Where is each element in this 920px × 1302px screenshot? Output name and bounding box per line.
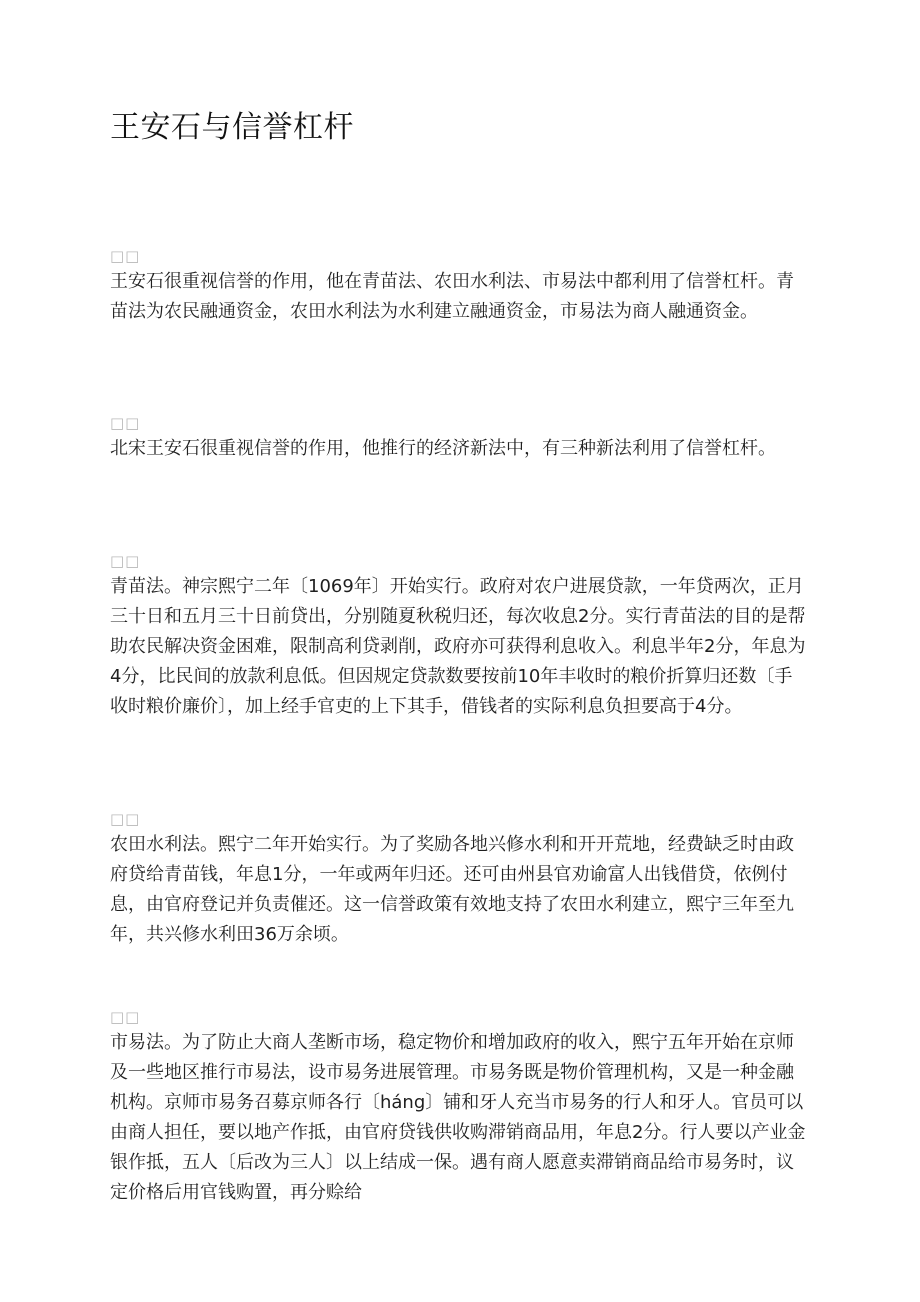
paragraph-text: 市易法。为了防止大商人垄断市场，稳定物价和增加政府的收入，熙宁五年开始在京师及一些地区推行市易法，设市易务进展管理。市易务既是物价管理机构，又是一种金融机构。京师市易务召募京师各行〔háng〕铺和牙人充当市易务的行人和牙人。官员可以由商人担任，要以地产作抵，由官府贷钱供收购滞销商品用，年息2分。行人要以产业金银作抵，五人〔后改为三人〕以上结成一保。遇有商人愿意卖滞销商品给市易务时，议定价格后用官钱购置，再分赊给 xyxy=(110,1032,806,1203)
paragraph-section xyxy=(110,808,810,950)
paragraph-section xyxy=(110,245,810,327)
paragraph-marker: □□ xyxy=(110,552,141,570)
paragraph-text: 王安石很重视信誉的作用，他在青苗法、农田水利法、市易法中都利用了信誉杠杆。青苗法为农民融通资金，农田水利法为水利建立融通资金，市易法为商人融通资金。 xyxy=(110,271,794,322)
document-title: 王安石与信誉杠杆 xyxy=(110,110,354,145)
paragraph-marker: □□ xyxy=(110,1008,141,1026)
paragraph-section xyxy=(110,1006,810,1208)
paragraph-section xyxy=(110,412,810,464)
paragraph-text: 青苗法。神宗熙宁二年〔1069年〕开始实行。政府对农户进展贷款，一年贷两次，正月三十日和五月三十日前贷出，分别随夏秋税归还，每次收息2分。实行青苗法的目的是帮助农民解决资金困难，限制高利贷剥削，政府亦可获得利息收入。利息半年2分，年息为4分，比民间的放款利息低。但因规定贷款数要按前10年丰收时的粮价折算归还数〔手收时粮价廉价〕，加上经手官吏的上下其手，借钱者的实际利息负担要高于4分。 xyxy=(110,576,806,717)
paragraph-text: 北宋王安石很重视信誉的作用，他推行的经济新法中，有三种新法利用了信誉杠杆。 xyxy=(110,438,776,459)
paragraph-marker: □□ xyxy=(110,247,141,265)
paragraph-marker: □□ xyxy=(110,414,141,432)
paragraph-section xyxy=(110,550,810,722)
paragraph-marker: □□ xyxy=(110,810,141,828)
paragraph-text: 农田水利法。熙宁二年开始实行。为了奖励各地兴修水利和开开荒地，经费缺乏时由政府贷给青苗钱，年息1分，一年或两年归还。还可由州县官劝谕富人出钱借贷，依例付息，由官府登记并负责催还。这一信誉政策有效地支持了农田水利建立，熙宁三年至九年，共兴修水利田36万余顷。 xyxy=(110,834,794,945)
